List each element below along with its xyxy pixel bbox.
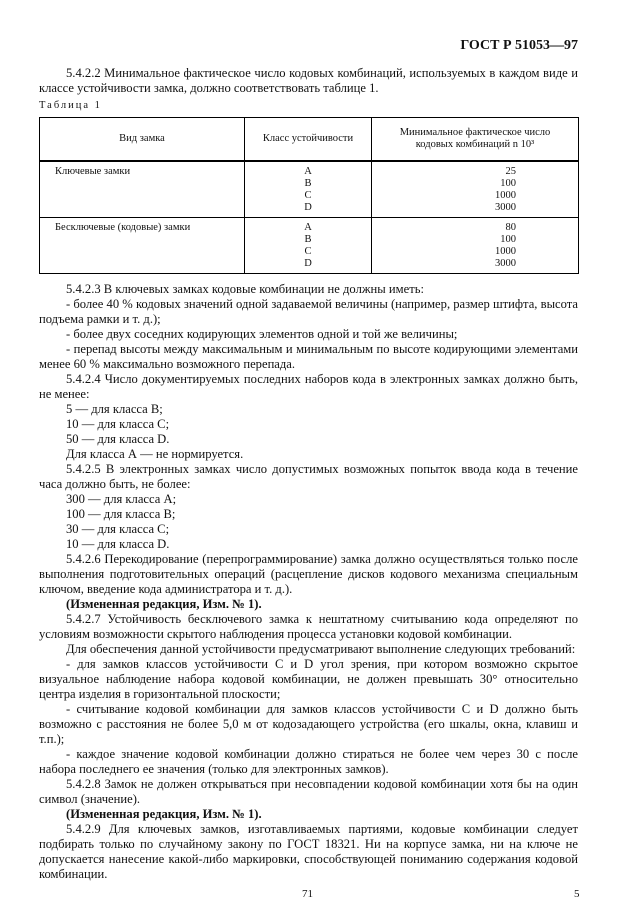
paragraph: - перепад высоты между максимальным и минимальным по высоте кодирующими элементами менее 60 % максимально возможного перепада. — [39, 342, 578, 371]
table-row — [40, 218, 579, 274]
paragraph: - считывание кодовой комбинации для замков классов устойчивости С и D должно быть возможно с расстояния не более 5,0 м от кодозадающего устройства (его шкалы, окна, клавиш и т.п.); — [39, 702, 578, 746]
cell-lock-type: Ключевые замки — [40, 161, 245, 218]
paragraph: 5.4.2.4 Число документируемых последних наборов кода в электронных замках должно быть, не менее: — [39, 372, 578, 401]
paragraph: - более двух соседних кодирующих элементов одной и той же величины; — [66, 327, 458, 341]
cell-classes: A B C D — [245, 161, 372, 218]
page-number-right: 5 — [574, 888, 580, 900]
col-header-min-combinations: Минимальное фактическое число кодовых комбинаций n 10³ — [372, 118, 579, 162]
intro-section — [39, 66, 578, 96]
page-number-center: 71 — [302, 888, 313, 900]
paragraph: 5.4.2.3 В ключевых замках кодовые комбинации не должны иметь: — [66, 282, 424, 296]
amendment-note: (Измененная редакция, Изм. № 1). — [66, 597, 262, 611]
paragraph: 5.4.2.6 Перекодирование (перепрограммирование) замка должно осуществляться только после выполнения подготовительных операций (расцепление дисков кодового механизма специальным ключом, введение кода администратора и т. д.). — [39, 552, 578, 596]
paragraph: 5.4.2.7 Устойчивость бесключевого замка к нештатному считыванию кода определяют по условиям возможности скрытого наблюдения процесса установки кодовой комбинации. — [39, 612, 578, 641]
cell-lock-type: Бесключевые (кодовые) замки — [40, 218, 245, 274]
col-header-lock-type: Вид замка — [40, 118, 245, 162]
paragraph: 30 — для класса С; — [66, 522, 170, 536]
cell-values: 80 100 1000 3000 — [372, 218, 579, 274]
paragraph: - более 40 % кодовых значений одной задаваемой величины (например, размер штифта, высота подъема рамки и т. д.); — [39, 297, 578, 326]
table-header-row — [40, 118, 579, 162]
paragraph: 5.4.2.8 Замок не должен открываться при несовпадении кодовой комбинации хотя бы на один символ (значение). — [39, 777, 578, 806]
paragraph: 10 — для класса D. — [66, 537, 170, 551]
body-text — [39, 282, 578, 882]
paragraph: Для класса А — не нормируется. — [66, 447, 244, 461]
paragraph: 100 — для класса В; — [66, 507, 176, 521]
paragraph-5-4-2-2: 5.4.2.2 Минимальное фактическое число кодовых комбинаций, используемых в каждом виде и классе устойчивости замка, должно соответствовать таблице 1. — [39, 66, 578, 95]
code-combinations-table — [39, 117, 579, 274]
paragraph: 50 — для класса D. — [66, 432, 170, 446]
table-row — [40, 161, 579, 218]
paragraph: 5 — для класса В; — [66, 402, 163, 416]
paragraph: - каждое значение кодовой комбинации должно стираться не более чем через 30 с после набора последнего ее значения (только для электронных замков). — [39, 747, 578, 776]
paragraph: 300 — для класса А; — [66, 492, 177, 506]
paragraph: 5.4.2.9 Для ключевых замков, изготавливаемых партиями, кодовые комбинации следует подбирать только по случайному закону по ГОСТ 18321. Ни на корпусе замка, ни на ключе не допускается нанесение какой-либо маркировки, способствующей пониманию содержания кодовой комбинации. — [39, 822, 578, 881]
cell-values: 25 100 1000 3000 — [372, 161, 579, 218]
paragraph: 5.4.2.5 В электронных замках число допустимых возможных попыток ввода кода в течение часа должно быть, не более: — [39, 462, 578, 491]
col-header-class: Класс устойчивости — [245, 118, 372, 162]
paragraph: - для замков классов устойчивости С и D угол зрения, при котором возможно скрытое визуальное наблюдение набора кодовой комбинации, не должен превышать 30° относительно центра изделия в горизонтальной плоскости; — [39, 657, 578, 701]
paragraph: 10 — для класса С; — [66, 417, 170, 431]
amendment-note: (Измененная редакция, Изм. № 1). — [66, 807, 262, 821]
cell-classes: A B C D — [245, 218, 372, 274]
paragraph: Для обеспечения данной устойчивости предусматривают выполнение следующих требований: — [66, 642, 576, 656]
table-caption: Таблица 1 — [39, 100, 102, 111]
document-id-header: ГОСТ Р 51053—97 — [460, 38, 578, 53]
